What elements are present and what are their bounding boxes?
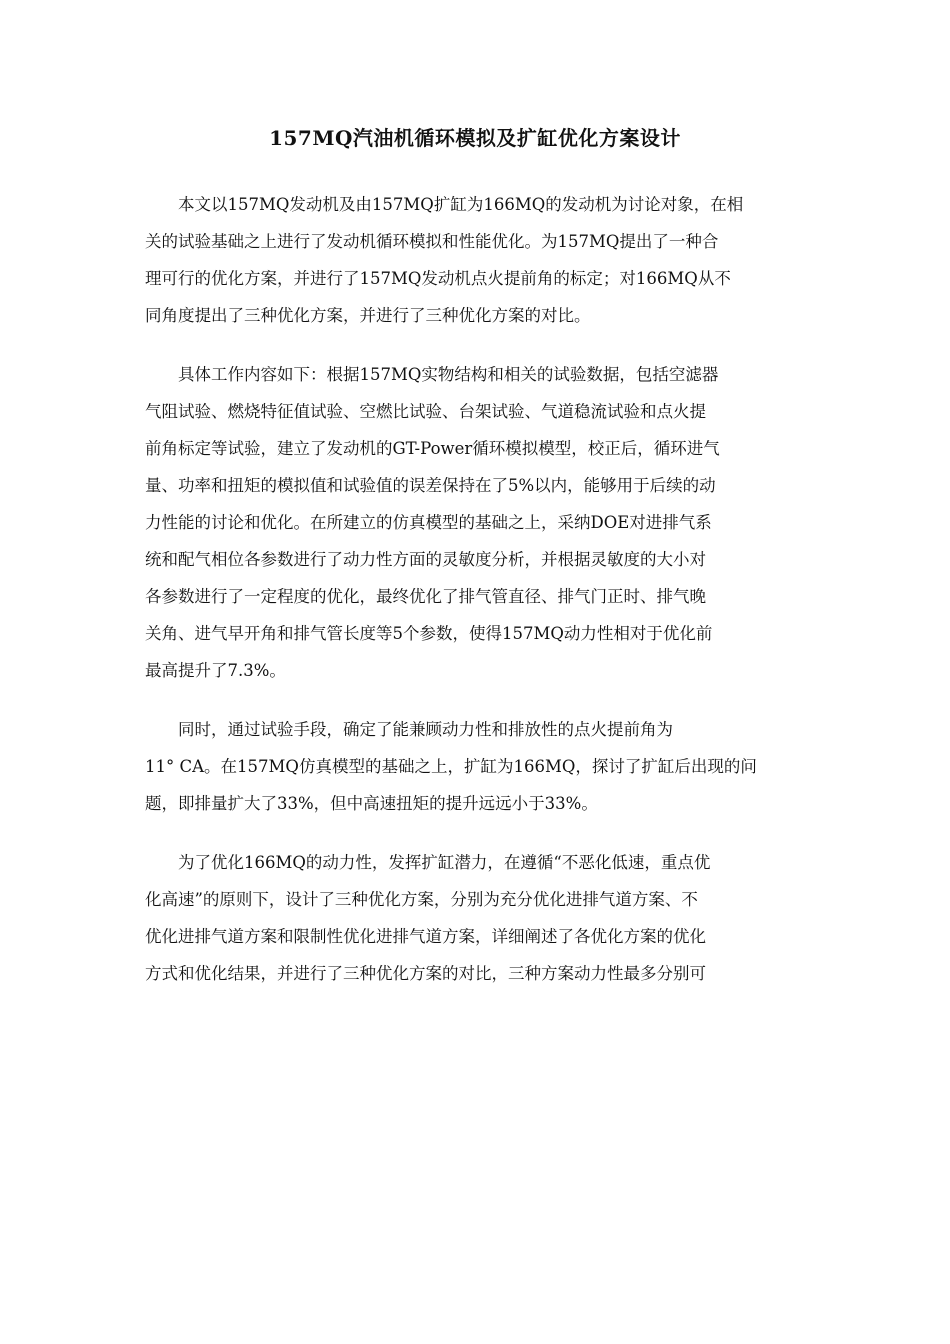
paragraph-line: 理可行的优化方案，并进行了157MQ发动机点火提前角的标定；对166MQ从不 — [145, 269, 731, 288]
paragraph-line: 统和配气相位各参数进行了动力性方面的灵敏度分析，并根据灵敏度的大小对 — [145, 550, 706, 569]
paragraph-line: 为了优化166MQ的动力性，发挥扩缸潜力，在遵循“不恶化低速，重点优 — [178, 853, 711, 872]
paragraph-line: 各参数进行了一定程度的优化，最终优化了排气管直径、排气门正时、排气晚 — [145, 587, 706, 606]
paragraph-line: 同角度提出了三种优化方案，并进行了三种优化方案的对比。 — [145, 306, 591, 325]
paragraph-line: 题，即排量扩大了33%，但中高速扭矩的提升远远小于33%。 — [145, 794, 598, 813]
paragraph-abstract — [145, 186, 805, 334]
paragraph-optimization — [145, 844, 805, 992]
paragraph-line: 最高提升了7.3%。 — [145, 661, 286, 680]
paragraph-line: 力性能的讨论和优化。在所建立的仿真模型的基础之上，采纳DOE对进排气系 — [145, 513, 712, 532]
paragraph-line: 优化进排气道方案和限制性优化进排气道方案，详细阐述了各优化方案的优化 — [145, 927, 706, 946]
paragraph-line: 前角标定等试验，建立了发动机的GT-Power循环模拟模型，校正后，循环进气 — [145, 439, 720, 458]
paragraph-ignition — [145, 711, 805, 822]
paragraph-line: 关角、进气早开角和排气管长度等5个参数，使得157MQ动力性相对于优化前 — [145, 624, 713, 643]
paragraph-line: 气阻试验、燃烧特征值试验、空燃比试验、台架试验、气道稳流试验和点火提 — [145, 402, 706, 421]
paragraph-work-content — [145, 356, 805, 689]
paragraph-line: 11° CA。在157MQ仿真模型的基础之上，扩缸为166MQ，探讨了扩缸后出现的问 — [145, 757, 757, 776]
paragraph-line: 本文以157MQ发动机及由157MQ扩缸为166MQ的发动机为讨论对象，在相 — [178, 195, 744, 214]
paragraph-line: 具体工作内容如下：根据157MQ实物结构和相关的试验数据，包括空滤器 — [178, 365, 719, 384]
document-title: 157MQ汽油机循环模拟及扩缸优化方案设计 — [269, 126, 681, 150]
paragraph-line: 化高速”的原则下，设计了三种优化方案，分别为充分优化进排气道方案、不 — [145, 890, 698, 909]
paragraph-line: 同时，通过试验手段，确定了能兼顾动力性和排放性的点火提前角为 — [178, 720, 673, 739]
paragraph-line: 量、功率和扭矩的模拟值和试验值的误差保持在了5%以内，能够用于后续的动 — [145, 476, 716, 495]
paragraph-line: 方式和优化结果，并进行了三种优化方案的对比，三种方案动力性最多分别可 — [145, 964, 706, 983]
paragraph-line: 关的试验基础之上进行了发动机循环模拟和性能优化。为157MQ提出了一种合 — [145, 232, 719, 251]
